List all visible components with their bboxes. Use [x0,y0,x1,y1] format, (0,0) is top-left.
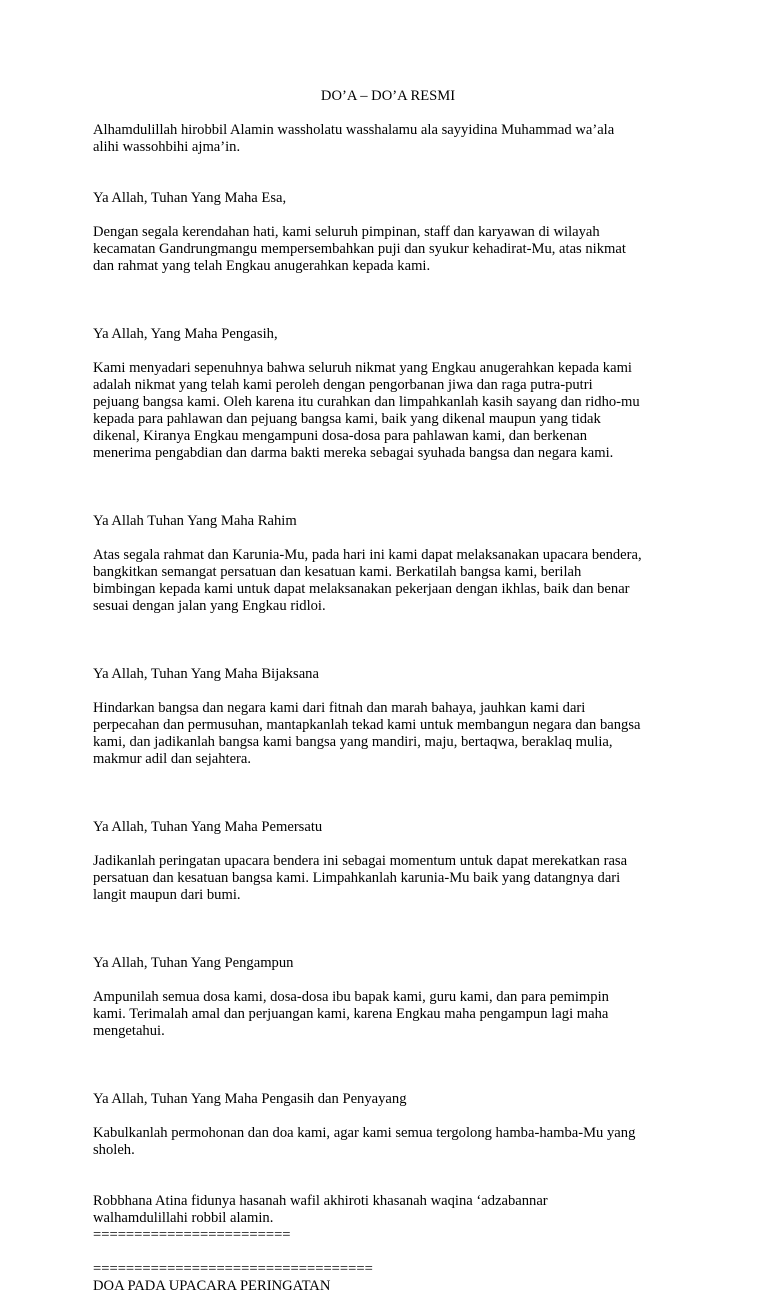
section-heading: Ya Allah, Tuhan Yang Pengampun [93,955,294,971]
section-heading: Ya Allah, Tuhan Yang Maha Esa, [93,190,287,206]
section-body: Hindarkan bangsa dan negara kami dari fitnah dan marah bahaya, jauhkan kami dari perpecahan dan permusuhan, mantapkanlah tekad kami untuk membangun negara dan bangsa kami, dan jadikanlah bangsa kami bangsa yang mandiri, maju, bertaqwa, beraklaq mulia, makmur adil dan sejahtera. [93,700,641,767]
section-body: Jadikanlah peringatan upacara bendera ini sebagai momentum untuk dapat merekatkan rasa persatuan dan kesatuan bangsa kami. Limpahkanlah karunia-Mu baik yang datangnya dari langit maupun dari bumi. [93,853,628,903]
section-6 [93,938,683,1057]
section-body: Atas segala rahmat dan Karunia-Mu, pada hari ini kami dapat melaksanakan upacara bendera, bangkitkan semangat persatuan dan kesatuan kami. Berkatilah bangsa kami, berilah bimbingan kepada kami untuk dapat melaksanakan pekerjaan dengan ikhlas, baik dan benar sesuai dengan jalan yang Engkau ridloi. [93,547,642,614]
separator-short: ======================== [93,1227,291,1243]
section-body: Dengan segala kerendahan hati, kami seluruh pimpinan, staff dan karyawan di wilayah kecamatan Gandrungmangu mempersembahkan puji dan syukur kehadirat-Mu, atas nikmat dan rahmat yang telah Engkau anugerahkan kepada kami. [93,224,626,274]
separator-long: ================================== [93,1261,373,1277]
section-body: Ampunilah semua dosa kami, dosa-dosa ibu bapak kami, guru kami, dan para pemimpin kami. Terimalah amal dan perjuangan kami, karena Engkau maha pengampun lagi maha mengetahui. [93,989,609,1039]
section-heading: Ya Allah, Tuhan Yang Maha Pengasih dan Penyayang [93,1091,407,1107]
next-section-title: DOA PADA UPACARA PERINGATAN [93,1278,331,1294]
section-1 [93,173,683,292]
closing-paragraph: Robbhana Atina fidunya hasanah wafil akhiroti khasanah waqina ‘adzabannar walhamdulillahi robbil alamin. [93,1193,548,1226]
blank-line [93,1244,683,1261]
section-4 [93,649,683,785]
section-heading: Ya Allah, Yang Maha Pengasih, [93,326,278,342]
section-heading: Ya Allah, Tuhan Yang Maha Pemersatu [93,819,323,835]
section-body: Kami menyadari sepenuhnya bahwa seluruh nikmat yang Engkau anugerahkan kepada kami adalah nikmat yang telah kami peroleh dengan pengorbanan jiwa dan raga putra-putri pejuang bangsa kami. Oleh karena itu curahkan dan limpahkanlah kasih sayang dan ridho-mu kepada para pahlawan dan pejuang bangsa kami, baik yang dikenal maupun yang tidak dikenal, Kiranya Engkau mengampuni dosa-dosa para pahlawan kami, dan berkenan menerima pengabdian dan darma bakti mereka sebagai syuhada bangsa dan negara kami. [93,360,640,461]
section-heading: Ya Allah, Tuhan Yang Maha Bijaksana [93,666,319,682]
opening-paragraph: Alhamdulillah hirobbil Alamin wassholatu wasshalamu ala sayyidina Muhammad wa’ala alihi wassohbihi ajma’in. [93,122,615,155]
section-7 [93,1074,683,1176]
section-3 [93,496,683,632]
section-5 [93,802,683,921]
section-body: Kabulkanlah permohonan dan doa kami, agar kami semua tergolong hamba-hamba-Mu yang sholeh. [93,1125,636,1158]
document-title: DO’A – DO’A RESMI [320,88,456,104]
document-page [93,88,683,1295]
section-2 [93,309,683,479]
section-heading: Ya Allah Tuhan Yang Maha Rahim [93,513,297,529]
